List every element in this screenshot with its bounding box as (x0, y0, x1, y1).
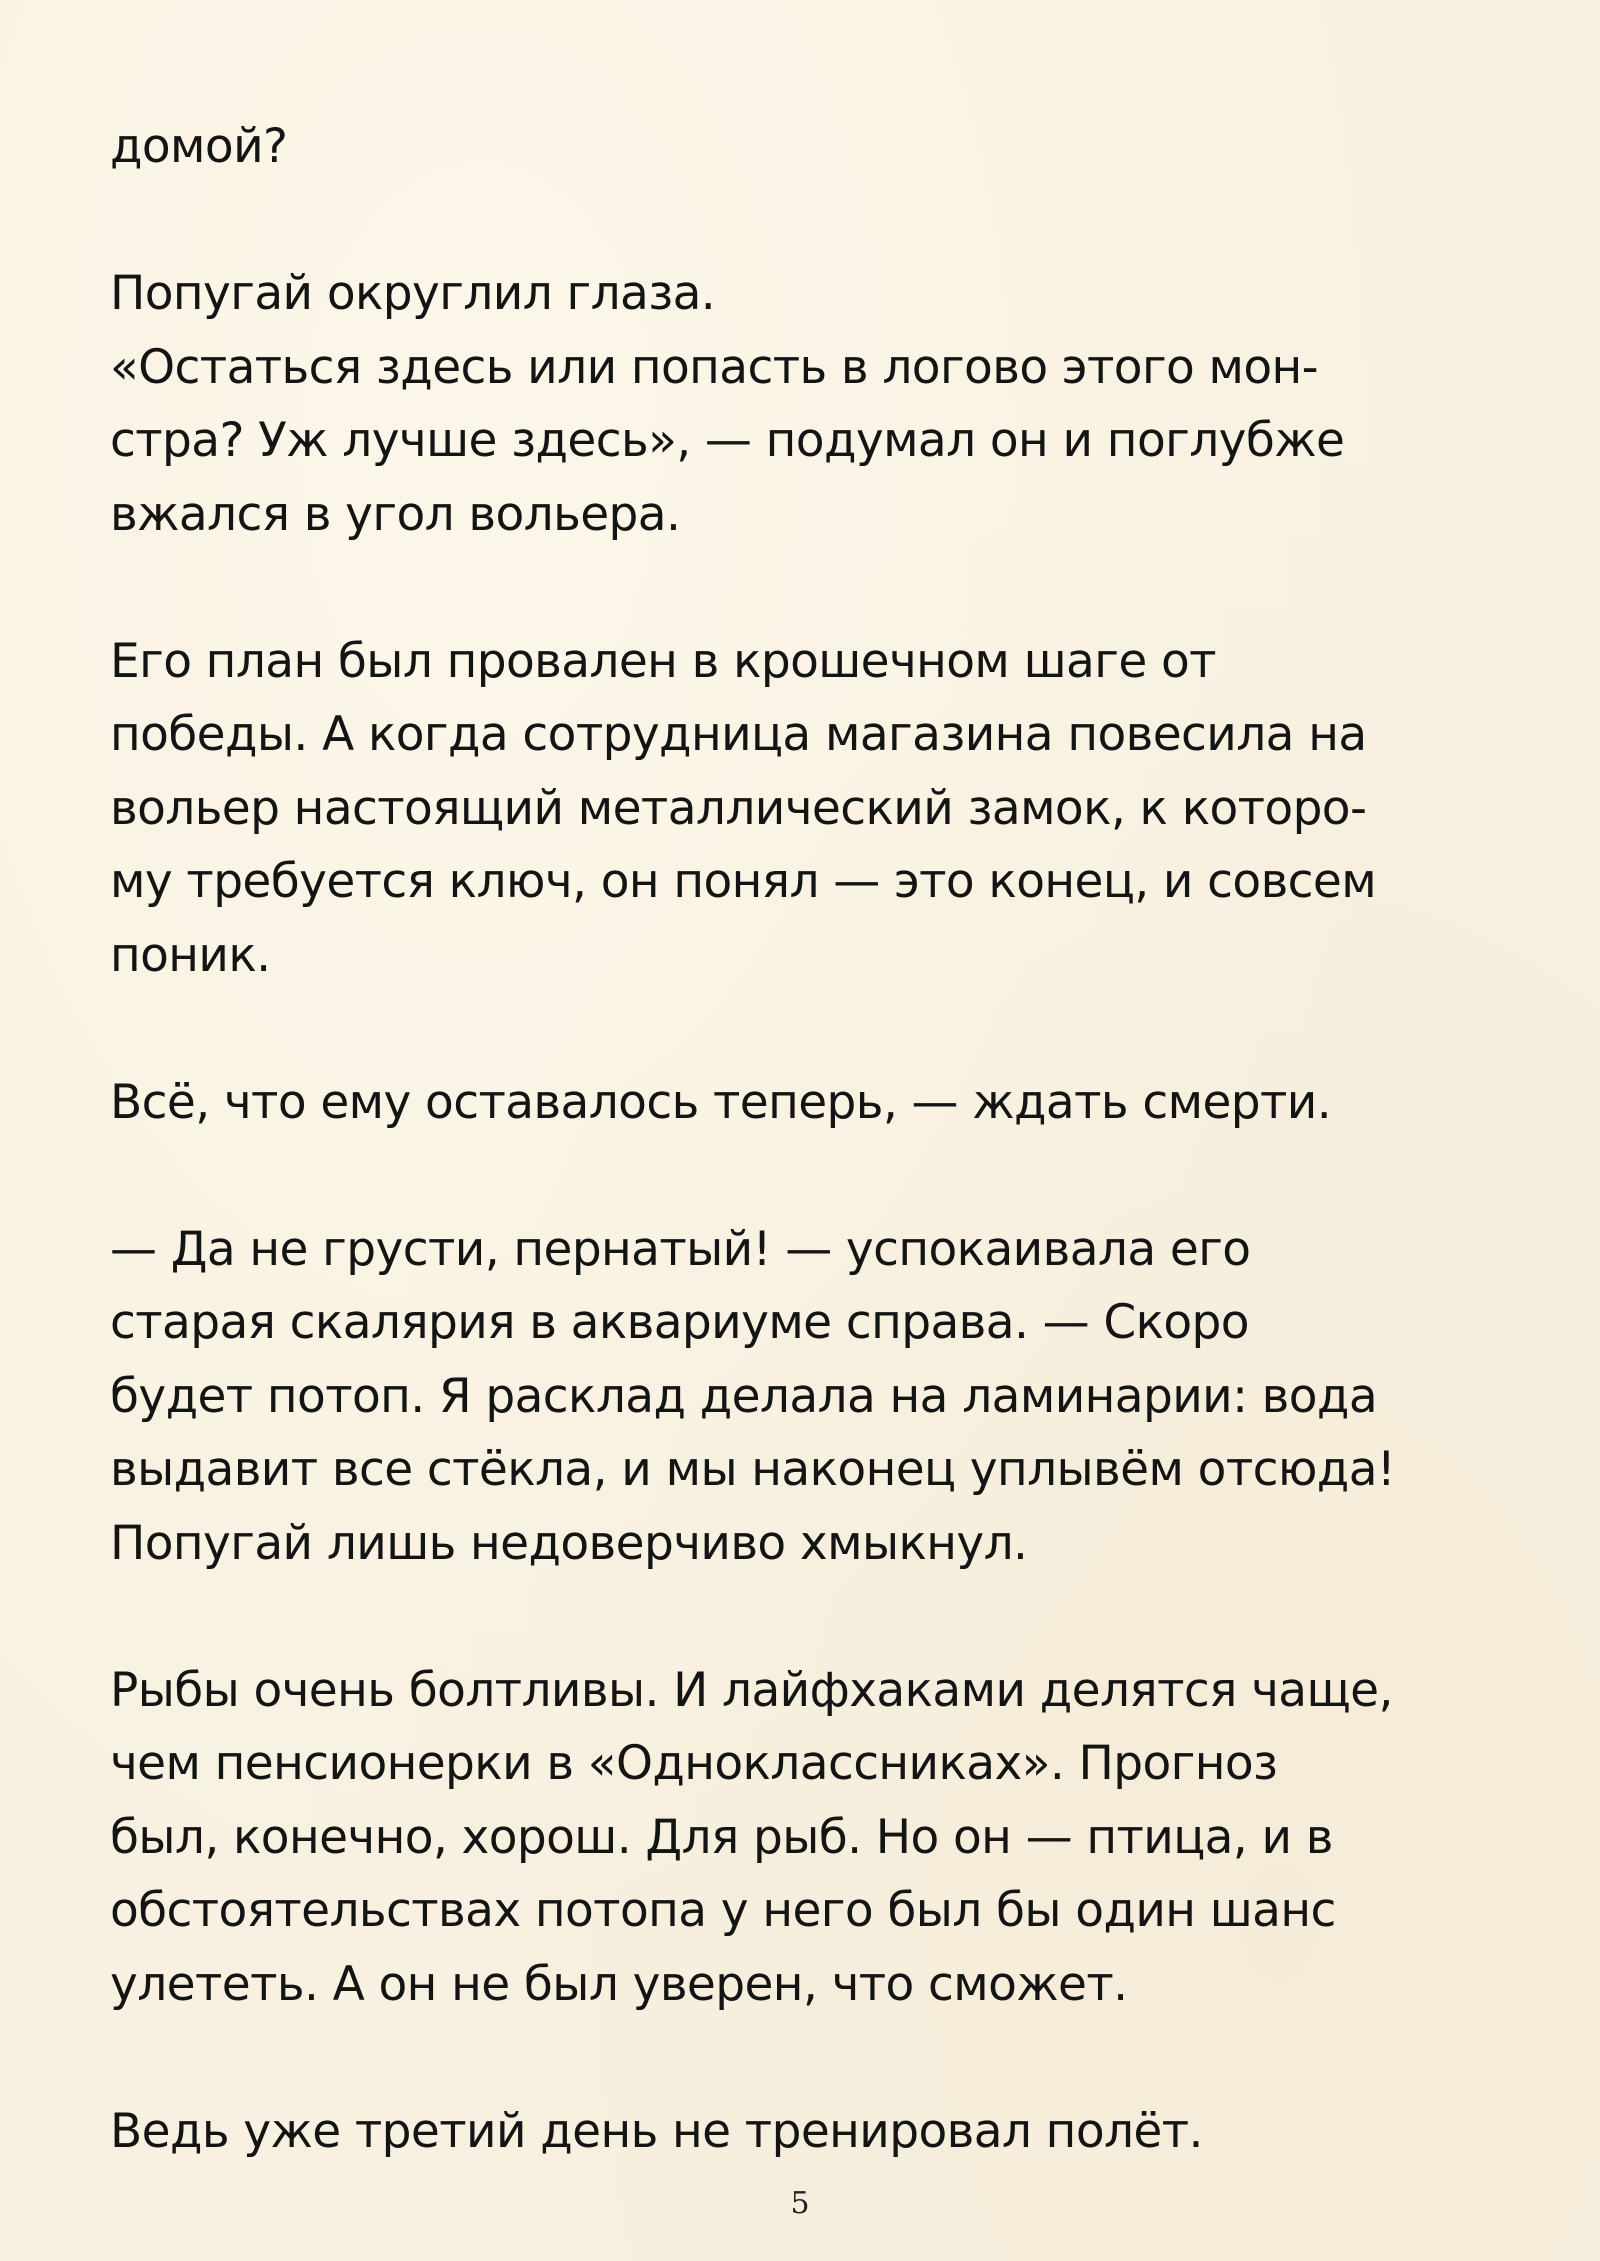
text-line: домой? (110, 119, 288, 174)
paragraph-4 (110, 1066, 1510, 1140)
text-line: вжался в угол вольера. (110, 486, 681, 542)
text-line: му требуется ключ, он понял — это конец, и совсем (110, 854, 1377, 909)
text-line: «Остаться здесь или попасть в логово этого мон- (110, 339, 1319, 395)
text-line: победы. А когда сотрудница магазина повесила на (110, 707, 1367, 762)
text-line: Ведь уже третий день не тренировал полёт. (110, 2103, 1203, 2159)
text-line: чем пенсионерки в «Одноклассниках». Прогноз (110, 1736, 1278, 1791)
text-line: Попугай лишь недоверчиво хмыкнул. (110, 1515, 1028, 1571)
text-line: Его план был провален в крошечном шаге от (110, 633, 1216, 689)
story-text (110, 110, 1510, 2168)
text-line: стра? Уж лучше здесь», — подумал он и поглубже (110, 413, 1345, 468)
text-line: Всё, что ему оставалось теперь, — ждать смерти. (110, 1074, 1332, 1130)
paragraph-5 (110, 1213, 1510, 1581)
text-line: обстоятельствах потопа у него был бы один шанс (110, 1883, 1336, 1938)
paragraph-2 (110, 257, 1510, 551)
paragraph-7 (110, 2095, 1510, 2169)
text-line: Попугай округлил глаза. (110, 266, 716, 321)
text-line: улететь. А он не был уверен, что сможет. (110, 1956, 1128, 2012)
text-line: вольер настоящий металлический замок, к которо- (110, 780, 1367, 836)
paragraph-6 (110, 1654, 1510, 2022)
paragraph-3 (110, 625, 1510, 993)
text-line: будет потоп. Я расклад делала на ламинарии: вода (110, 1368, 1378, 1424)
text-line: старая скалярия в аквариуме справа. — Скоро (110, 1295, 1249, 1350)
page-number: 5 (790, 2186, 810, 2221)
text-line: поник. (110, 927, 271, 983)
text-line: был, конечно, хорош. Для рыб. Но он — птица, и в (110, 1809, 1333, 1865)
paragraph-1 (110, 110, 1510, 184)
text-line: — Да не грусти, пернатый! — успокаивала его (110, 1221, 1251, 1277)
text-line: выдавит все стёкла, и мы наконец уплывём отсюда! (110, 1442, 1396, 1497)
text-line: Рыбы очень болтливы. И лайфхаками делятся чаще, (110, 1662, 1393, 1718)
